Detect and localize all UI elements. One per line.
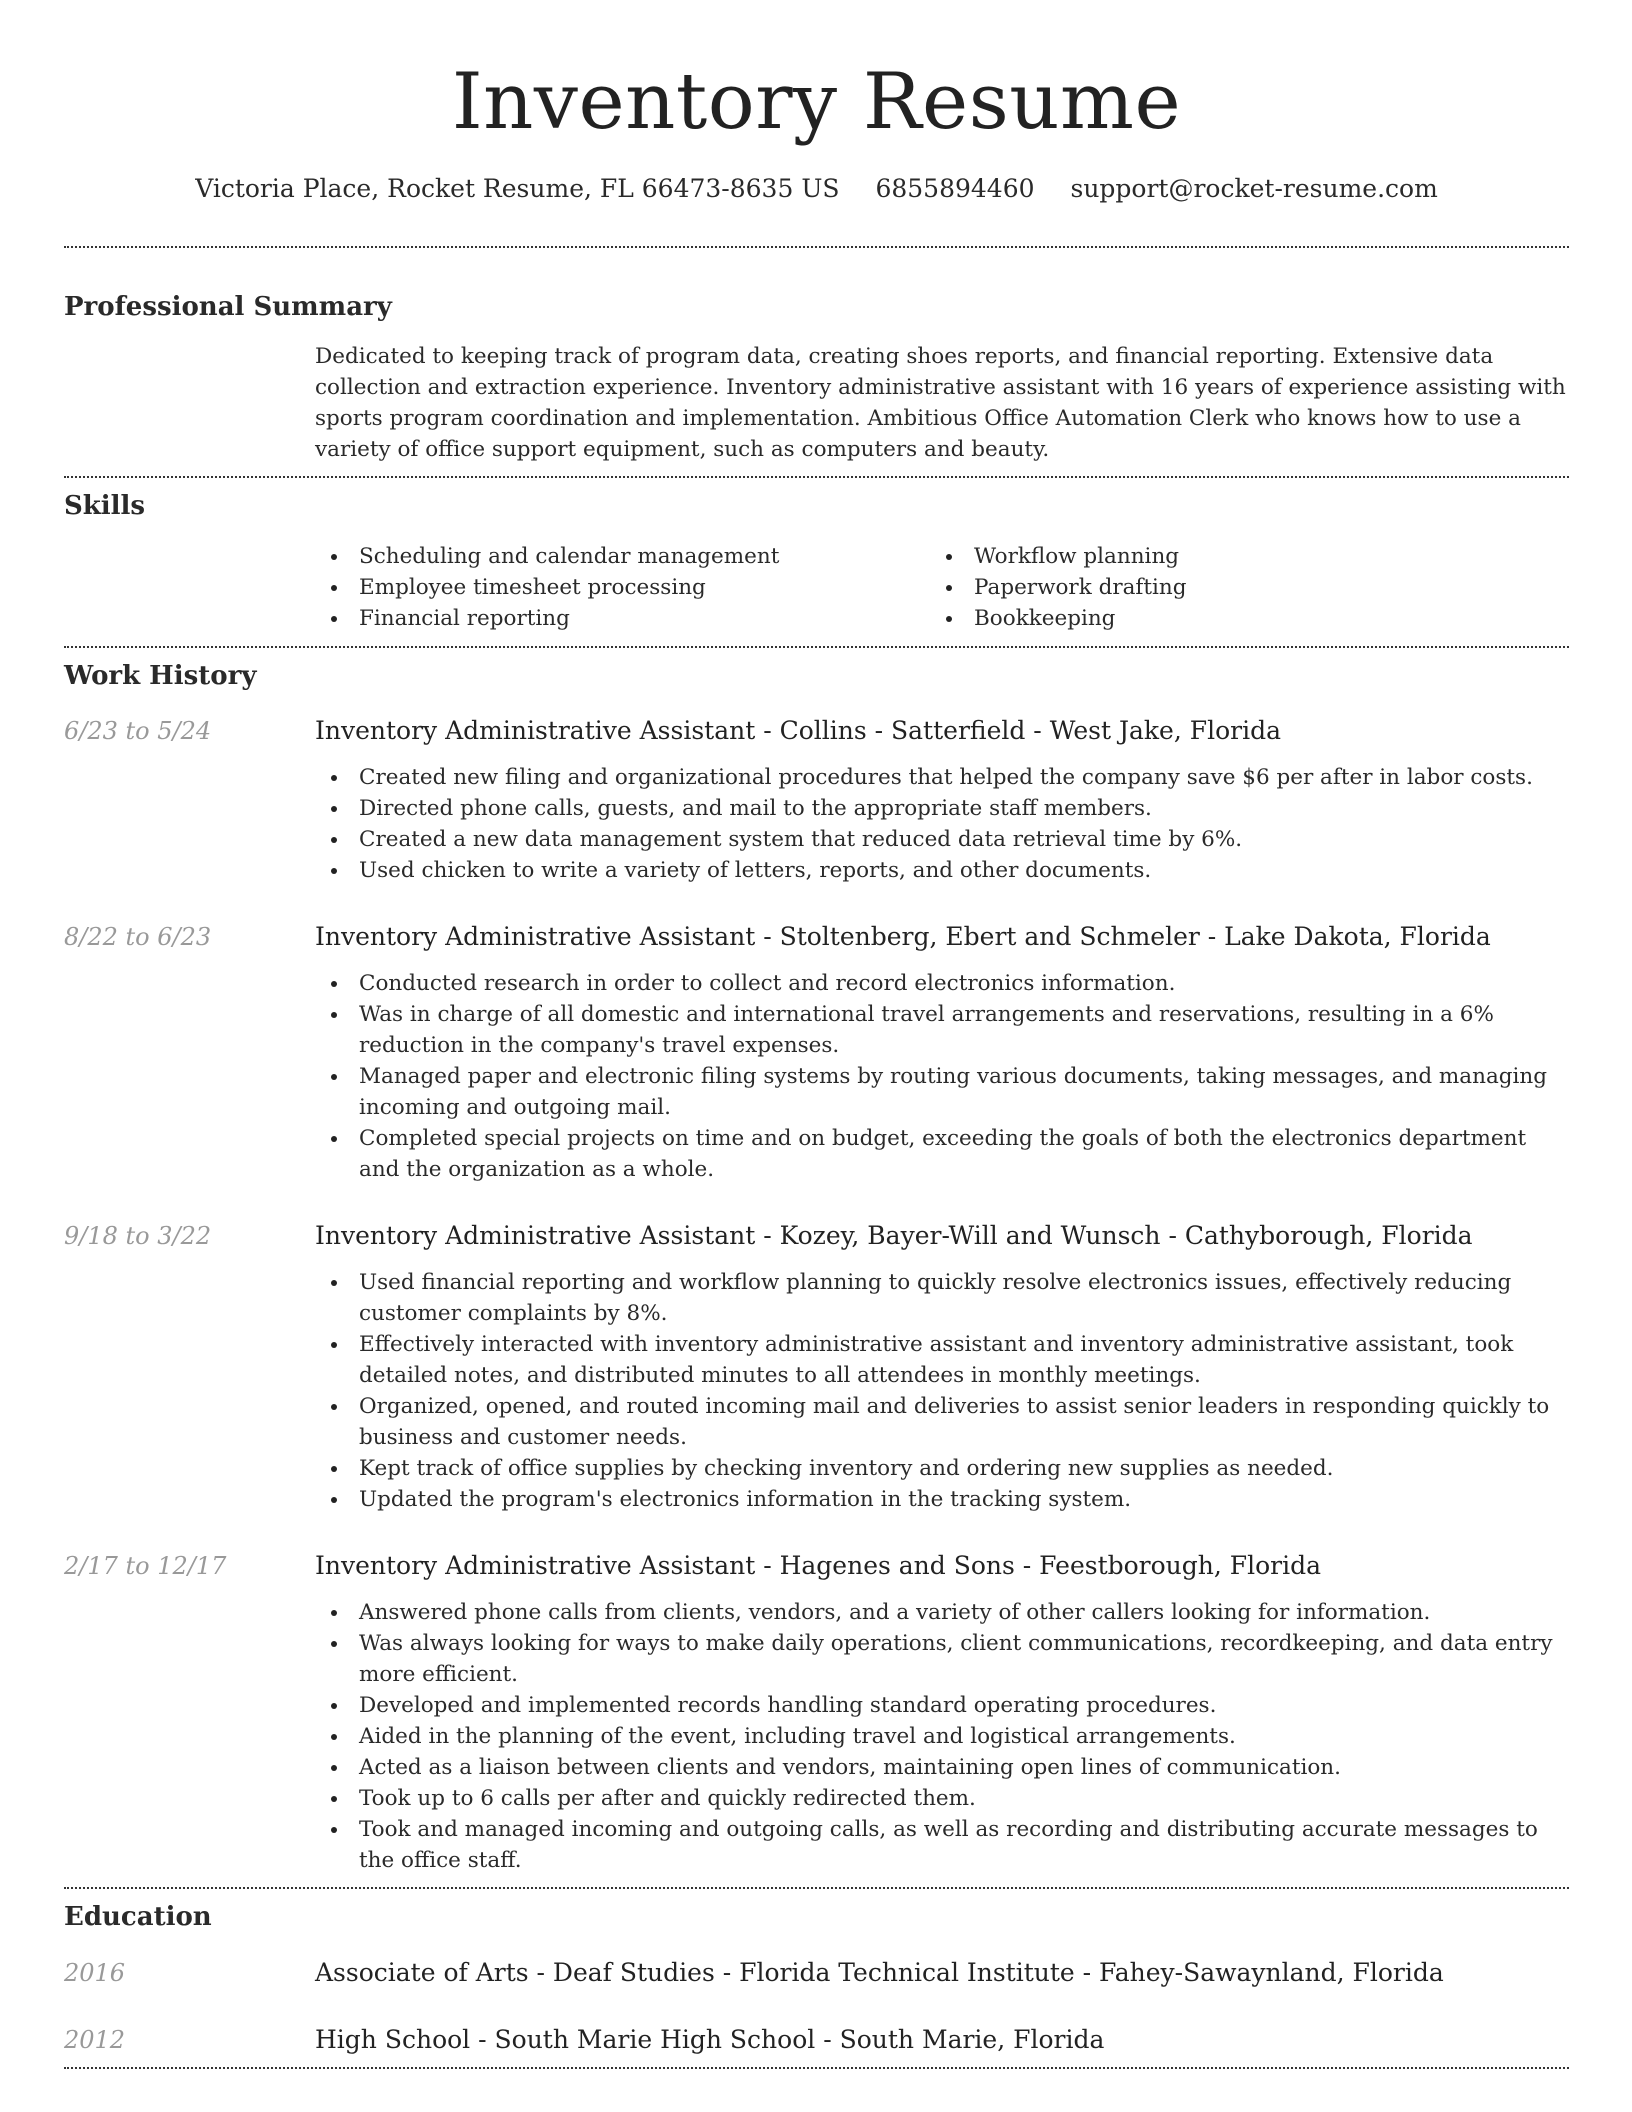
resume-title: Inventory Resume (451, 57, 1182, 147)
contact-address: Victoria Place, Rocket Resume, FL 66473-8635 US (195, 174, 840, 203)
job-dates: 6/23 to 5/24 (64, 717, 212, 745)
job-bullet: Created a new data management system that reduced data retrieval time by 6%. (315, 824, 1569, 855)
skills-list (315, 541, 1569, 634)
job-bullet: Directed phone calls, guests, and mail to the appropriate staff members. (315, 793, 1569, 824)
job-heading: Inventory Administrative Assistant - Hagenes and Sons - Feestborough, Florida (315, 1551, 1322, 1580)
job-dates: 9/18 to 3/22 (64, 1222, 212, 1250)
job-bullet: Took up to 6 calls per after and quickly redirected them. (315, 1783, 1569, 1814)
education-entry (64, 1956, 1569, 1990)
job-entry (64, 1549, 1569, 1887)
job-details (315, 920, 1569, 1185)
job-heading: Inventory Administrative Assistant - Collins - Satterfield - West Jake, Florida (315, 716, 1281, 745)
job-bullet: Developed and implemented records handling standard operating procedures. (315, 1690, 1569, 1721)
contact-email: support@rocket-resume.com (1070, 174, 1438, 203)
resume-page (64, 0, 1569, 2069)
job-bullets (315, 1267, 1569, 1515)
contact-phone: 6855894460 (875, 174, 1035, 203)
job-bullet: Organized, opened, and routed incoming mail and deliveries to assist senior leaders in responding quickly to business and customer needs. (315, 1391, 1569, 1453)
skills-column-right (930, 541, 1545, 634)
skill-item: Bookkeeping (930, 603, 1545, 634)
divider (64, 246, 1569, 248)
education-details: High School - South Marie High School - South Marie, Florida (315, 2025, 1105, 2054)
skill-item: Scheduling and calendar management (315, 541, 930, 572)
job-bullets (315, 1597, 1569, 1876)
job-bullet: Acted as a liaison between clients and vendors, maintaining open lines of communication. (315, 1752, 1569, 1783)
education-year: 2016 (64, 1959, 126, 1987)
job-bullets (315, 762, 1569, 886)
job-details (315, 1549, 1569, 1887)
job-bullet: Aided in the planning of the event, including travel and logistical arrangements. (315, 1721, 1569, 1752)
skills-column-left (315, 541, 930, 634)
job-bullet: Took and managed incoming and outgoing calls, as well as recording and distributing accurate messages to the office staff. (315, 1814, 1569, 1876)
skill-item: Workflow planning (930, 541, 1545, 572)
job-entry (64, 1219, 1569, 1515)
job-bullet: Updated the program's electronics information in the tracking system. (315, 1484, 1569, 1515)
job-bullet: Kept track of office supplies by checking inventory and ordering new supplies as needed. (315, 1453, 1569, 1484)
job-bullet: Conducted research in order to collect and record electronics information. (315, 968, 1569, 999)
job-bullet: Managed paper and electronic filing systems by routing various documents, taking messages, and managing incoming and outgoing mail. (315, 1061, 1569, 1123)
job-bullet: Was always looking for ways to make daily operations, client communications, recordkeeping, and data entry more efficient. (315, 1628, 1569, 1690)
summary-text: Dedicated to keeping track of program data, creating shoes reports, and financial reporting. Extensive data collection and extraction experience. Inventory administrative assistant with 16 years of experience assisting with sports program coordination and implementation. Ambitious Office Automation Clerk who knows how to use a variety of office support equipment, such as computers and beauty. (315, 344, 1566, 462)
contact-line (64, 172, 1569, 206)
job-entry (64, 714, 1569, 886)
job-entry (64, 920, 1569, 1185)
job-bullet: Effectively interacted with inventory administrative assistant and inventory administrative assistant, took detailed notes, and distributed minutes to all attendees in monthly meetings. (315, 1329, 1569, 1391)
divider (64, 2067, 1569, 2069)
job-details (315, 1219, 1569, 1515)
job-heading: Inventory Administrative Assistant - Stoltenberg, Ebert and Schmeler - Lake Dakota, Florida (315, 922, 1491, 951)
divider (64, 646, 1569, 648)
job-bullets (315, 968, 1569, 1185)
skill-item: Paperwork drafting (930, 572, 1545, 603)
job-details (315, 714, 1569, 886)
section-title-summary: Professional Summary (64, 292, 392, 322)
job-bullet: Answered phone calls from clients, vendors, and a variety of other callers looking for information. (315, 1597, 1569, 1628)
job-bullet: Was in charge of all domestic and international travel arrangements and reservations, resulting in a 6% reduction in the company's travel expenses. (315, 999, 1569, 1061)
skill-item: Employee timesheet processing (315, 572, 930, 603)
job-bullet: Created new filing and organizational procedures that helped the company save $6 per after in labor costs. (315, 762, 1569, 793)
education-entry (64, 2023, 1569, 2057)
job-bullet: Completed special projects on time and on budget, exceeding the goals of both the electronics department and the organization as a whole. (315, 1123, 1569, 1185)
section-title-skills: Skills (64, 491, 146, 521)
education-year: 2012 (64, 2026, 126, 2054)
job-dates: 2/17 to 12/17 (64, 1552, 227, 1580)
job-bullet: Used chicken to write a variety of letters, reports, and other documents. (315, 855, 1569, 886)
divider (64, 1887, 1569, 1889)
job-bullet: Used financial reporting and workflow planning to quickly resolve electronics issues, effectively reducing customer complaints by 8%. (315, 1267, 1569, 1329)
job-dates: 8/22 to 6/23 (64, 923, 212, 951)
section-title-work-history: Work History (64, 661, 257, 691)
divider (64, 476, 1569, 478)
skill-item: Financial reporting (315, 603, 930, 634)
section-title-education: Education (64, 1902, 212, 1932)
education-details: Associate of Arts - Deaf Studies - Florida Technical Institute - Fahey-Sawaynland, Florida (315, 1958, 1444, 1987)
job-heading: Inventory Administrative Assistant - Kozey, Bayer-Will and Wunsch - Cathyborough, Florida (315, 1221, 1473, 1250)
